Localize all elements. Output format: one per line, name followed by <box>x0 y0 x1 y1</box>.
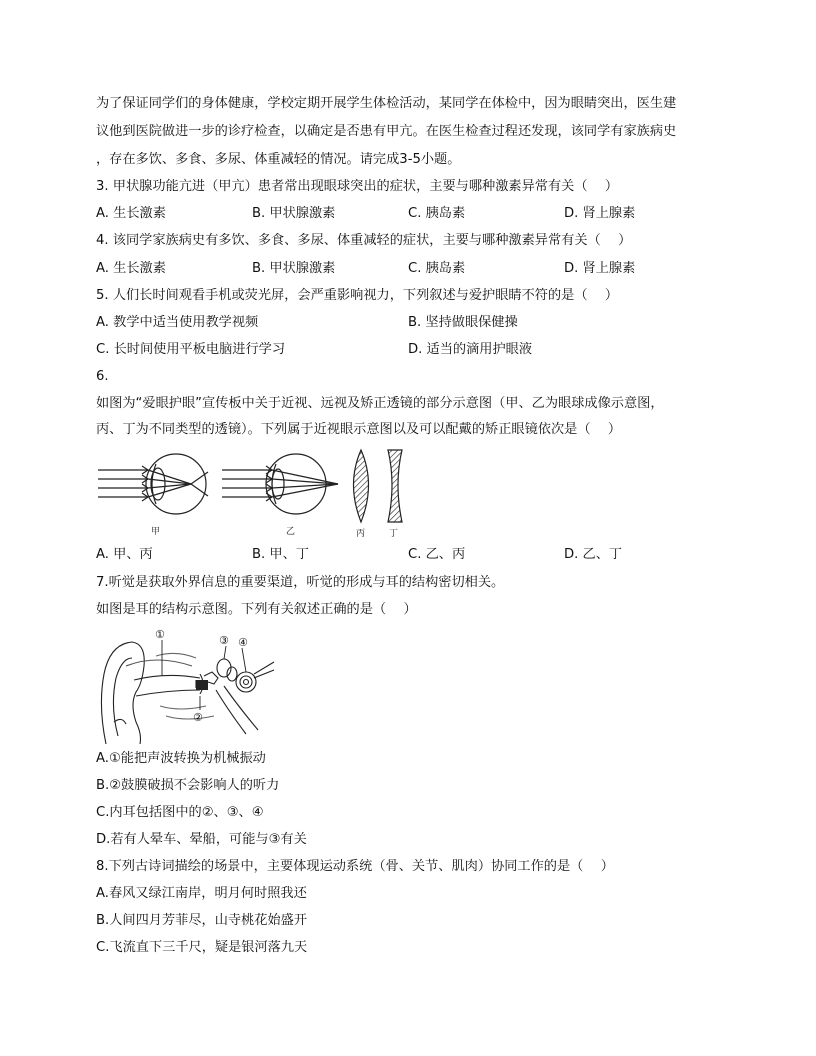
q7-option-b[interactable]: B.②鼓膜破损不会影响人的听力 <box>96 778 280 793</box>
q6-number: 6. <box>96 369 109 384</box>
ear-label-1: ① <box>155 628 165 641</box>
q6-stem-line-2: 丙、丁为不同类型的透镜）。下列属于近视眼示意图以及可以配戴的矫正眼镜依次是（ ） <box>96 422 622 437</box>
q6-stem-line-1: 如图为“爱眼护眼”宣传板中关于近视、远视及矫正透镜的部分示意图（甲、乙为眼球成像示意图， <box>96 396 664 411</box>
q4-option-b[interactable]: B. 甲状腺激素 <box>252 261 336 276</box>
intro-line-2: 议他到医院做进一步的诊疗检查，以确定是否患有甲亢。在医生检查过程还发现，该同学有家族病史 <box>96 124 677 139</box>
q8-option-c[interactable]: C.飞流直下三千尺，疑是银河落九天 <box>96 940 308 955</box>
q6-option-b[interactable]: B. 甲、丁 <box>252 547 309 562</box>
q3-option-d[interactable]: D. 肾上腺素 <box>564 206 636 221</box>
ear-structure-figure <box>96 626 276 744</box>
lens-label-bing: 丙 <box>356 529 366 539</box>
eye-label-yi: 乙 <box>286 527 296 537</box>
ear-label-2: ② <box>193 711 203 724</box>
lens-label-ding: 丁 <box>389 529 399 539</box>
q7-stem-line-2: 如图是耳的结构示意图。下列有关叙述正确的是（ ） <box>96 602 417 617</box>
q3-option-b[interactable]: B. 甲状腺激素 <box>252 206 336 221</box>
ear-label-4: ④ <box>238 636 248 649</box>
q6-option-c[interactable]: C. 乙、丙 <box>408 547 466 562</box>
q5-option-b[interactable]: B. 坚持做眼保健操 <box>408 315 518 330</box>
ear-label-3: ③ <box>219 634 229 647</box>
q5-option-c[interactable]: C. 长时间使用平板电脑进行学习 <box>96 342 286 357</box>
q7-option-c[interactable]: C.内耳包括图中的②、③、④ <box>96 805 264 820</box>
eye-lens-figure <box>96 446 416 541</box>
q7-stem-line-1: 7.听觉是获取外界信息的重要渠道，听觉的形成与耳的结构密切相关。 <box>96 575 505 590</box>
q5-stem: 5. 人们长时间观看手机或荧光屏，会严重影响视力，下列叙述与爱护眼睛不符的是（ ） <box>96 288 619 303</box>
q3-option-a[interactable]: A. 生长激素 <box>96 206 166 221</box>
q4-option-a[interactable]: A. 生长激素 <box>96 261 166 276</box>
q5-option-a[interactable]: A. 教学中适当使用教学视频 <box>96 315 259 330</box>
intro-line-1: 为了保证同学们的身体健康，学校定期开展学生体检活动，某同学在体检中，因为眼睛突出，医生建 <box>96 96 677 111</box>
q5-option-d[interactable]: D. 适当的滴用护眼液 <box>408 342 533 357</box>
q6-option-a[interactable]: A. 甲、丙 <box>96 547 153 562</box>
concave-lens-ding <box>388 450 402 522</box>
q4-stem: 4. 该同学家族病史有多饮、多食、多尿、体重减轻的症状，主要与哪种激素异常有关（ ） <box>96 233 632 248</box>
q3-option-c[interactable]: C. 胰岛素 <box>408 206 466 221</box>
q4-option-c[interactable]: C. 胰岛素 <box>408 261 466 276</box>
q8-option-b[interactable]: B.人间四月芳菲尽，山寺桃花始盛开 <box>96 913 308 928</box>
q7-option-d[interactable]: D.若有人晕车、晕船，可能与③有关 <box>96 832 307 847</box>
eye-diagram-yi <box>222 454 338 514</box>
q4-option-d[interactable]: D. 肾上腺素 <box>564 261 636 276</box>
q6-option-d[interactable]: D. 乙、丁 <box>564 547 623 562</box>
q3-stem: 3. 甲状腺功能亢进（甲亢）患者常出现眼球突出的症状，主要与哪种激素异常有关（ ） <box>96 179 619 194</box>
intro-line-3: ，存在多饮、多食、多尿、体重减轻的情况。请完成3-5小题。 <box>96 152 461 167</box>
eye-label-jia: 甲 <box>151 527 161 537</box>
eye-diagram-jia <box>98 454 208 514</box>
q7-option-a[interactable]: A.①能把声波转换为机械振动 <box>96 751 266 766</box>
q8-stem: 8.下列古诗词描绘的场景中，主要体现运动系统（骨、关节、肌肉）协同工作的是（ ） <box>96 859 614 874</box>
convex-lens-bing <box>354 450 369 522</box>
q8-option-a[interactable]: A.春风又绿江南岸，明月何时照我还 <box>96 886 307 901</box>
